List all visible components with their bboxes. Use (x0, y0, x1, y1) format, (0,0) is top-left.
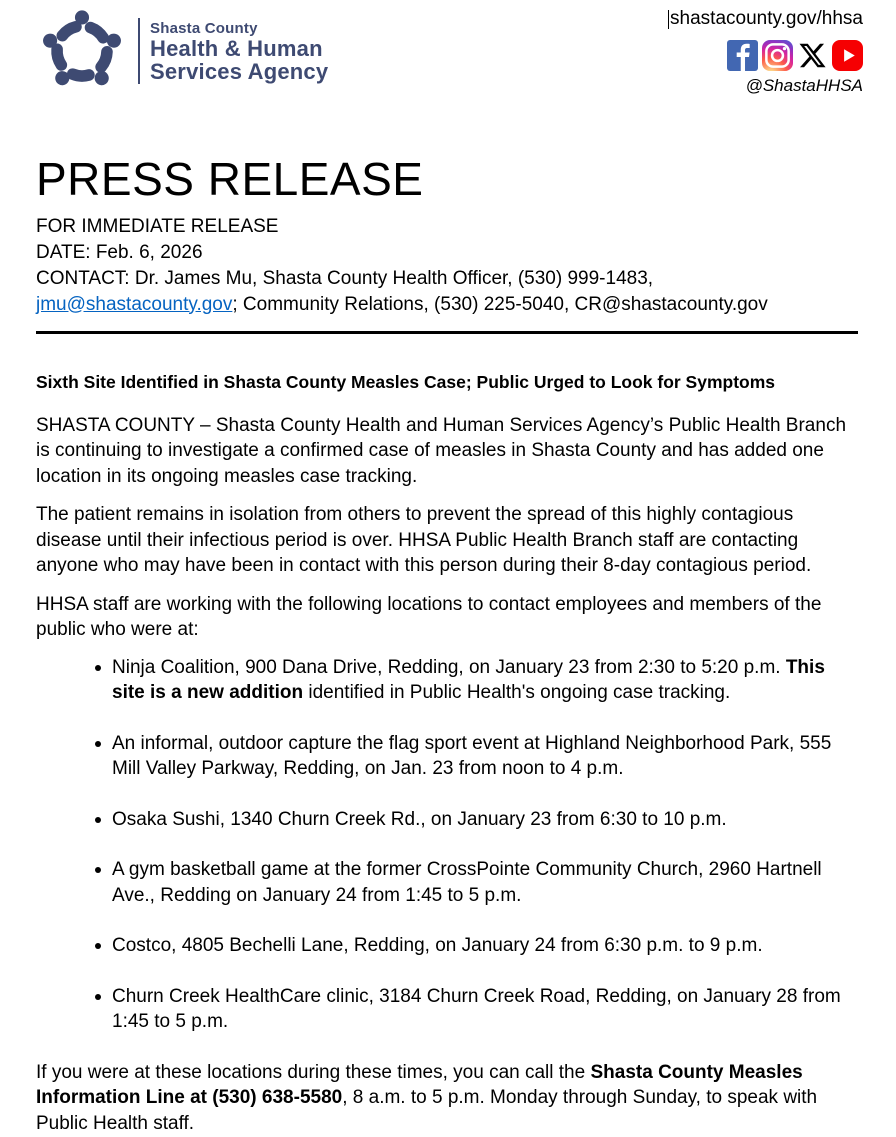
header-divider-rule (36, 331, 858, 334)
agency-name-line2: Health & Human (150, 35, 323, 61)
release-body (0, 371, 896, 1137)
facebook-icon[interactable] (727, 40, 758, 71)
contact-line-2 (36, 292, 860, 318)
x-twitter-icon[interactable] (797, 40, 828, 71)
contact-email-link[interactable]: jmu@shastacounty.gov (36, 293, 233, 315)
agency-name (150, 20, 328, 83)
instagram-icon[interactable] (762, 40, 793, 71)
list-item-crosspointe-church: A gym basketball game at the former CrossPointe Community Church, 2960 Hartnell Ave., Redding on January 24 from 1:45 to 5 p.m. (95, 857, 856, 908)
release-headline: Sixth Site Identified in Shasta County Measles Case; Public Urged to Look for Symptoms (36, 371, 776, 392)
list-item-osaka-sushi: Osaka Sushi, 1340 Churn Creek Rd., on January 23 from 6:30 to 10 p.m. (95, 807, 856, 833)
paragraph-closing: If you were at these locations during these times, you can call the Shasta County Measles Information Line at (530) 638-5580, 8 a.m. to 5 p.m. Monday through Sunday, to speak with Public Health staff. (36, 1061, 818, 1134)
paragraph-isolation: The patient remains in isolation from others to prevent the spread of this highly contagious disease until their infectious period is over. HHSA Public Health Branch staff are contacting anyone who may have been in contact with this person during their 8-day contagious period. (36, 504, 812, 576)
agency-website-text: shastacounty.gov/hhsa (670, 8, 863, 29)
header-right (668, 8, 863, 96)
social-icons-row (668, 40, 863, 71)
agency-name-line3: Services Agency (150, 58, 329, 84)
document-header (0, 0, 896, 96)
social-handle: @ShastaHHSA (745, 75, 863, 95)
paragraph-intro: SHASTA COUNTY – Shasta County Health and Human Services Agency’s Public Health Branch is continuing to investigate a confirmed case of measles in Shasta County and has added one location in its ongoing measles case tracking. (36, 414, 847, 487)
list-item-churn-creek-clinic: Churn Creek HealthCare clinic, 3184 Churn Creek Road, Redding, on January 28 from 1:45 to 5 p.m. (95, 984, 856, 1035)
list-item-highland-park: An informal, outdoor capture the flag sport event at Highland Neighborhood Park, 555 Mill Valley Parkway, Redding, on Jan. 23 from noon to 4 p.m. (95, 731, 856, 782)
agency-huddle-icon (36, 8, 128, 94)
youtube-icon[interactable] (832, 40, 863, 71)
logo-divider (138, 18, 140, 84)
agency-logo (36, 8, 328, 94)
release-meta (36, 214, 860, 318)
agency-website (668, 8, 863, 30)
list-item-costco: Costco, 4805 Bechelli Lane, Redding, on January 24 from 6:30 p.m. to 9 p.m. (95, 933, 856, 959)
exposure-site-list (36, 655, 856, 1035)
paragraph-locations-lead: HHSA staff are working with the following locations to contact employees and members of the public who were at: (36, 593, 822, 640)
release-date: DATE: Feb. 6, 2026 (36, 241, 203, 263)
for-immediate-release: FOR IMMEDIATE RELEASE (36, 215, 279, 237)
press-release-title: PRESS RELEASE (36, 152, 424, 205)
agency-name-county: Shasta County (150, 19, 258, 37)
contact-line-1: CONTACT: Dr. James Mu, Shasta County Health Officer, (530) 999-1483, (36, 267, 654, 289)
text-caret (668, 10, 669, 29)
contact-line-2-rest: ; Community Relations, (530) 225-5040, CR@shastacounty.gov (232, 293, 768, 315)
list-item-ninja-coalition: Ninja Coalition, 900 Dana Drive, Redding, on January 23 from 2:30 to 5:20 p.m. This site is a new addition identified in Public Health's ongoing case tracking. (95, 655, 856, 706)
release-head (0, 153, 896, 318)
